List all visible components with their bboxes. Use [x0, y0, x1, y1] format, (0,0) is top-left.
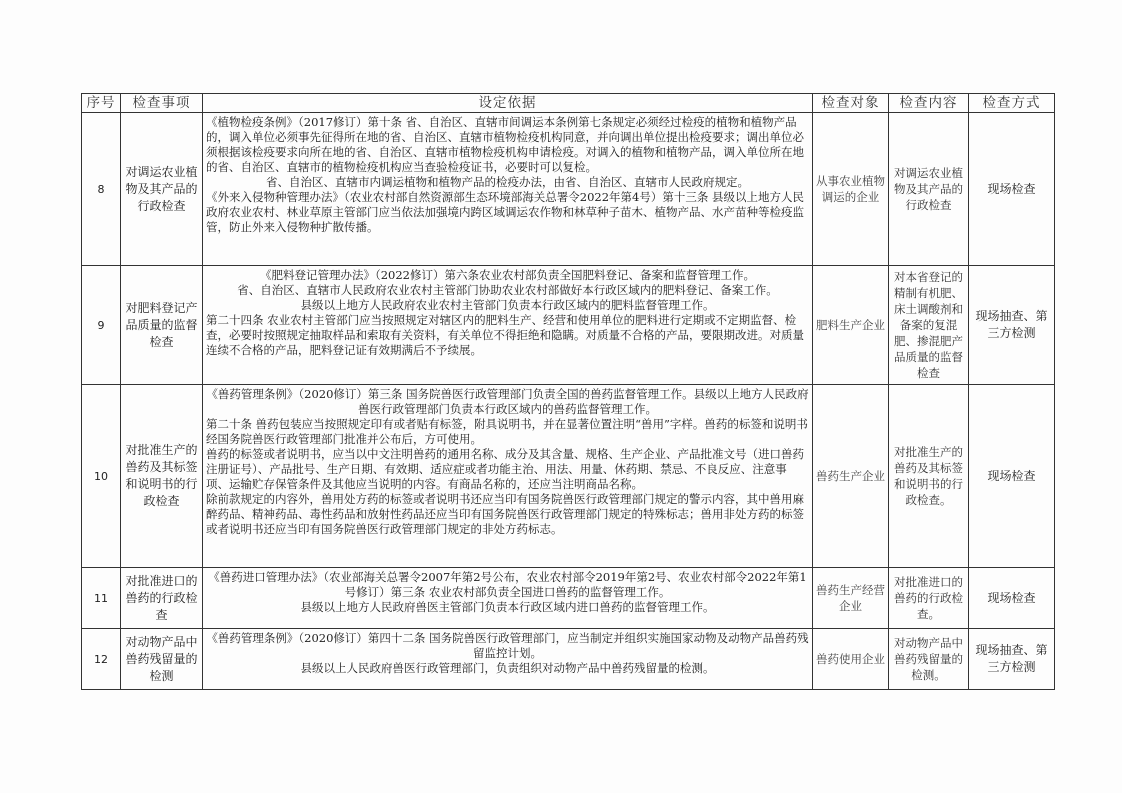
inspection-target: 兽药生产企业: [813, 385, 889, 568]
table-row: [82, 385, 1055, 568]
basis-paragraph: 《肥料登记管理办法》（2022修订）第六条农业农村部负责全国肥料登记、备案和监督管理工作。: [259, 268, 755, 282]
inspection-table: [81, 93, 1055, 690]
legal-basis: [203, 113, 813, 266]
table-row: [82, 113, 1055, 266]
basis-paragraph: 第二十条 兽药包装应当按照规定印有或者贴有标签，附具说明书，并在显著位置注明“兽用”字样。兽药的标签和说明书经国务院兽医行政管理部门批准并公布后，方可使用。: [206, 417, 808, 446]
header-legal-basis: 设定依据: [203, 94, 813, 113]
inspection-item: 对调运农业植物及其产品的行政检查: [121, 113, 203, 266]
header-inspection-target: 检查对象: [813, 94, 889, 113]
inspection-method: 现场抽查、第三方检测: [969, 629, 1055, 690]
basis-paragraph: 县级以上地方人民政府兽医主管部门负责本行政区域内进口兽药的监督管理工作。: [300, 600, 715, 614]
basis-paragraph: 县级以上人民政府兽医行政管理部门，负责组织对动物产品中兽药残留量的检测。: [300, 661, 715, 675]
inspection-content: 对批准生产的兽药及其标签和说明书的行政检查。: [889, 385, 969, 568]
basis-paragraph: 除前款规定的内容外，兽用处方药的标签或者说明书还应当印有国务院兽医行政管理部门规定的警示内容，其中兽用麻醉药品、精神药品、毒性药品和放射性药品还应当印有国务院兽医行政管理部门规定的特殊标志；兽用非处方药的标签或者说明书还应当印有国务院兽医行政管理部门规定的非处方药标志。: [206, 492, 804, 536]
basis-paragraph: 省、自治区、直辖市人民政府农业农村主管部门协助农业农村部做好本行政区域内的肥料登记、备案工作。: [237, 283, 778, 297]
inspection-content: [889, 266, 969, 385]
basis-paragraph: 《植物检疫条例》（2017修订）第十条 省、自治区、直辖市间调运本条例第七条规定必须经过检疫的植物和植物产品的，调入单位必须事先征得所在地的省、自治区、直辖市植物检疫机构同意，并向调出单位提出检疫要求；调出单位必须根据该检疫要求向所在地的省、自治区、直辖市植物检疫机构申请检疫。对调入的植物和植物产品，调入单位所在地的省、自治区、直辖市的植物检疫机构应当查验检疫证书，必要时可以复检。: [206, 115, 804, 174]
inspection-target: 兽药使用企业: [813, 629, 889, 690]
basis-paragraph: 《兽药进口管理办法》（农业部海关总署令2007年第2号公布，农业农村部令2019年第2号、农业农村部令2022年第1号修订）第三条 农业农村部负责全国进口兽药的监督管理工作。: [208, 570, 807, 599]
inspection-target: 兽药生产经营企业: [813, 568, 889, 629]
row-number: 8: [82, 113, 121, 266]
basis-paragraph: 第二十四条 农业农村主管部门应当按照规定对辖区内的肥料生产、经营和使用单位的肥料进行定期或不定期监督、检查，必要时按照规定抽取样品和索取有关资料，有关单位不得拒绝和隐瞒。对质量不合格的产品，要限期改进。对质量连续不合格的产品，肥料登记证有效期满后不予续展。: [206, 313, 804, 357]
table-row: [82, 266, 1055, 385]
inspection-method: 现场检查: [969, 113, 1055, 266]
header-serial-number: 序号: [82, 94, 121, 113]
inspection-item: 对动物产品中兽药残留量的检测: [121, 629, 203, 690]
table-header-row: [82, 94, 1055, 113]
basis-paragraph: 《兽药管理条例》（2020修订）第四十二条 国务院兽医行政管理部门，应当制定并组织实施国家动物及动物产品兽药残留监控计划。: [206, 631, 809, 660]
basis-paragraph: 兽药的标签或者说明书，应当以中文注明兽药的通用名称、成分及其含量、规格、生产企业、产品批准文号（进口兽药注册证号）、产品批号、生产日期、有效期、适应症或者功能主治、用法、用量、休药期、禁忌、不良反应、注意事项、运输贮存保管条件及其他应当说明的内容。有商品名称的，还应当注明商品名称。: [206, 447, 804, 491]
legal-basis: [203, 568, 813, 629]
table-row: [82, 629, 1055, 690]
basis-paragraph: 《兽药管理条例》（2020修订）第三条 国务院兽医行政管理部门负责全国的兽药监督管理工作。县级以上地方人民政府兽医行政管理部门负责本行政区域内的兽药监督管理工作。: [206, 387, 809, 416]
inspection-item: 对批准生产的兽药及其标签和说明书的行政检查: [121, 385, 203, 568]
inspection-content: 对动物产品中兽药残留量的检测。: [889, 629, 969, 690]
legal-basis: [203, 266, 813, 385]
legal-basis: [203, 629, 813, 690]
inspection-content: 对调运农业植物及其产品的行政检查: [889, 113, 969, 266]
legal-basis: [203, 385, 813, 568]
header-inspection-content: 检查内容: [889, 94, 969, 113]
inspection-method: 现场检查: [969, 568, 1055, 629]
inspection-method: 现场抽查、第三方检测: [969, 266, 1055, 385]
row-number: 12: [82, 629, 121, 690]
row-number: 11: [82, 568, 121, 629]
inspection-item: 对肥料登记产品质量的监督检查: [121, 266, 203, 385]
inspection-target: 从事农业植物调运的企业: [813, 113, 889, 266]
basis-paragraph: 省、自治区、直辖市内调运植物和植物产品的检疫办法，由省、自治区、直辖市人民政府规定。: [266, 175, 749, 189]
header-inspection-item: 检查事项: [121, 94, 203, 113]
inspection-method: 现场检查: [969, 385, 1055, 568]
inspection-target: 肥料生产企业: [813, 266, 889, 385]
table-row: [82, 568, 1055, 629]
basis-paragraph: 县级以上地方人民政府农业农村主管部门负责本行政区域内的肥料监督管理工作。: [300, 298, 715, 312]
row-number: 9: [82, 266, 121, 385]
header-inspection-method: 检查方式: [969, 94, 1055, 113]
basis-paragraph: 《外来入侵物种管理办法》（农业农村部自然资源部生态环境部海关总署令2022年第4号）第十三条 县级以上地方人民政府农业农村、林业草原主管部门应当依法加强境内跨区域调运农作物和林草种子苗木、植物产品、水产苗种等检疫监管，防止外来入侵物种扩散传播。: [206, 190, 804, 234]
inspection-content: 对批准进口的兽药的行政检查。: [889, 568, 969, 629]
inspection-content-text: 对本省登记的精制有机肥、床土调酸剂和备案的复混肥、掺混肥产品质量的监督检查: [894, 270, 963, 380]
inspection-item: 对批准进口的兽药的行政检查: [121, 568, 203, 629]
row-number: 10: [82, 385, 121, 568]
